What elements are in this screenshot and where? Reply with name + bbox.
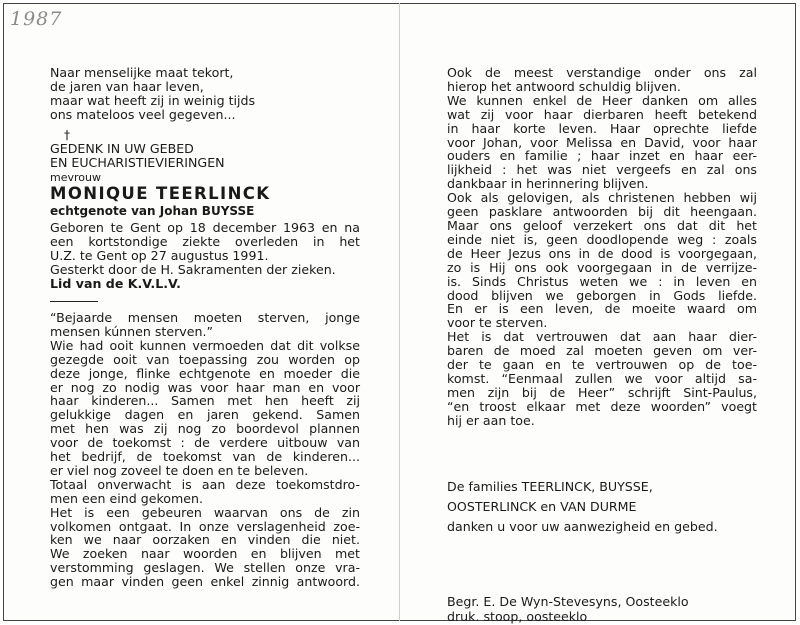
body-line: En er is een leven, de moeite waard om [447,301,757,317]
body-line: geen pasklare antwoorden bij dit heengaan. [447,204,757,220]
divider [50,301,98,302]
body-line: einde niet is, geen doodlopende weg : zoals [447,231,757,247]
body-line: voor te sterven. [447,315,548,331]
body-line: met hen was zij nog zo boordevol plannen [50,421,360,437]
body-line: dankbaar in herinnering blijven. [447,176,649,192]
families-line: De families TEERLINCK, BUYSSE, [447,478,653,494]
body-line: volkomen ontgaat. In onze verslagenheid zoe- [50,518,360,534]
thanks-line: danken u voor uw aanwezigheid en gebed. [447,518,718,534]
quote-line: “Bejaarde mensen moeten sterven, jonge [50,309,360,325]
membership: Lid van de K.V.L.V. [50,276,181,292]
body-line: komst. “Eenmaal zullen we voor altijd sa- [447,370,757,386]
quote [50,311,360,339]
body-line: Totaal onverwacht is aan deze toekomstdro- [50,476,360,492]
handwritten-year: 1987 [10,8,63,30]
body-line: het bedrijf, de toekomst van de kinderen... [50,449,360,465]
right-body-text [447,66,757,428]
body-line: zo is Hij ons ook voorgegaan in de verrijze- [447,259,757,275]
quote-line: mensen kúnnen sterven.” [50,323,214,339]
bio-line: U.Z. te Gent op 27 augustus 1991. [50,248,269,264]
body-line: is. Sinds Christus weten we : in leven en [447,273,757,289]
body-line: de Heer Jezus ons in de dood is voorgegaan, [447,245,757,261]
body-line: verstomming geslagen. We stellen onze vra- [50,560,360,576]
poem [50,66,360,122]
body-line: in haar korte leven. Haar oprechte liefde [447,120,757,136]
poem-line: de jaren van haar leven, [50,78,204,94]
family-thanks [447,477,757,537]
header-line: EN EUCHARISTIEVIERINGEN [50,154,225,170]
header-line: GEDENK IN UW GEBED [50,140,194,156]
body-line: er nog zo nodig was voor haar man en voor [50,379,360,395]
biography [50,221,360,277]
body-line: der te gaan en te vertrouwen op de toe- [447,357,757,373]
body-line: deze jonge, flinke echtgenote en moeder die [50,365,360,381]
honorific: mevrouw [50,171,101,185]
body-line: gezegde ooit van toepassing zou worden op [50,351,360,367]
spouse-line: echtgenote van Johan BUYSSE [50,204,255,219]
body-line: wat zij voor haar dierbaren heeft betekend [447,106,757,122]
credit-line: druk. stoop, oosteeklo [447,608,588,624]
bio-line: Geboren te Gent op 18 december 1963 en na [50,220,360,236]
poem-line: maar wat heeft zij in weinig tijds [50,92,256,108]
body-line: men zijn bij de Heer” schrijft Sint-Paulus, [447,384,757,400]
bio-line: een kortstondige ziekte overleden in het [50,234,360,250]
body-line: gelukkige dagen en jaren gekend. Samen [50,407,360,423]
body-line: We kunnen enkel de Heer danken om alles [447,92,757,108]
poem-line: ons mateloos veel gegeven... [50,106,236,122]
body-line: haar kinderen... Samen met hen heeft zij [50,393,360,409]
body-line: voor de toekomst : de verdere uitbouw van [50,435,360,451]
right-column [447,66,757,624]
body-line: ouders en familie ; haar inzet en haar eer- [447,148,757,164]
poem-line: Naar menselijke maat tekort, [50,65,234,80]
deceased-name: MONIQUE TEERLINCK [50,184,271,204]
credit-line: Begr. E. De Wyn-Stevesyns, Oosteeklo [447,593,689,609]
left-column [50,66,360,589]
body-line: We zoeken naar woorden en blijven met [50,546,360,562]
card-fold [399,3,400,621]
body-line: men een eind gekomen. [50,490,204,506]
body-line: Het is een gebeuren waarvan ons de zin [50,504,360,520]
families-line: OOSTERLINCK en VAN DURME [447,498,637,514]
body-line: baren de moed zal moeten geven om ver- [447,343,757,359]
body-line: “en troost elkaar met deze woorden” voegt [447,398,757,414]
body-line: dood blijven we geborgen in Gods liefde. [447,287,757,303]
body-line: hierop het antwoord schuldig blijven. [447,78,681,94]
credits [447,594,757,624]
body-line: Wie had ooit kunnen vermoeden dat dit volkse [50,337,360,353]
bio-line: Gesterkt door de H. Sakramenten der zieken. [50,262,336,278]
body-line: voor Johan, voor Melissa en David, voor haar [447,134,757,150]
body-line: lijkheid : het was niet vergeefs en zal ons [447,162,757,178]
cross-icon: † [64,127,70,142]
body-line: er viel nog zoveel te doen en te beleven. [50,462,309,478]
left-body-text [50,339,360,589]
body-line: ken we naar oorzaken en vinden die niet. [50,532,360,548]
body-line: hij er aan toe. [447,412,535,428]
body-line: gen maar vinden geen enkel zinnig antwoord. [50,574,360,590]
body-line: Ook de meest verstandige onder ons zal [447,65,757,80]
body-line: Ook als gelovigen, als christenen hebben wij [447,190,757,206]
body-line: Maar ons geloof verzekert ons dat dit het [447,217,757,233]
body-line: Het is dat vertrouwen dat aan haar dier- [447,329,757,345]
